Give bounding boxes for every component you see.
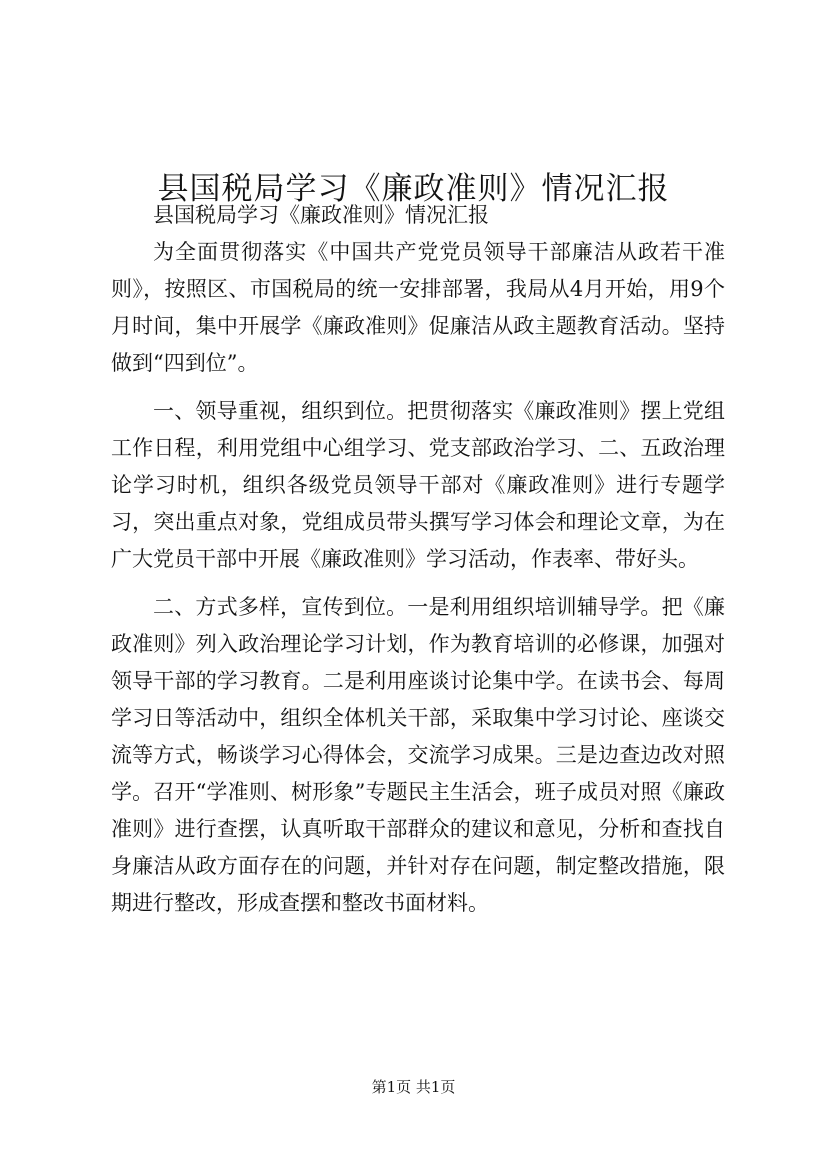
body-paragraph-intro: 为全面贯彻落实《中国共产党党员领导干部廉洁从政若干准则》，按照区、市国税局的统一安排部署，我局从4月开始，用9个月时间，集中开展学《廉政准则》促廉洁从政主题教育活动。坚持做到“四到位”。 bbox=[111, 240, 725, 375]
body-paragraph-subtitle: 县国税局学习《廉政准则》情况汇报 bbox=[153, 203, 489, 227]
body-paragraph-section-1: 一、领导重视，组织到位。把贯彻落实《廉政准则》摆上党组工作日程，利用党组中心组学习、党支部政治学习、二、五政治理论学习时机，组织各级党员领导干部对《廉政准则》进行专题学习，突出重点对象，党组成员带头撰写学习体会和理论文章，为在广大党员干部中开展《廉政准则》学习活动，作表率、带好头。 bbox=[111, 399, 725, 571]
body-paragraph-section-2: 二、方式多样，宣传到位。一是利用组织培训辅导学。把《廉政准则》列入政治理论学习计划，作为教育培训的必修课，加强对领导干部的学习教育。二是利用座谈讨论集中学。在读书会、每周学习日等活动中，组织全体机关干部，采取集中学习讨论、座谈交流等方式，畅谈学习心得体会，交流学习成果。三是边查边改对照学。召开“学准则、树形象”专题民主生活会，班子成员对照《廉政准则》进行查摆，认真听取干部群众的建议和意见，分析和查找自身廉洁从政方面存在的问题，并针对存在问题，制定整改措施，限期进行整改，形成查摆和整改书面材料。 bbox=[111, 595, 725, 915]
document-title: 县国税局学习《廉政准则》情况汇报 bbox=[157, 170, 670, 207]
document-body bbox=[111, 197, 725, 922]
page-number-footer: 第1页 共1页 bbox=[371, 1078, 456, 1096]
